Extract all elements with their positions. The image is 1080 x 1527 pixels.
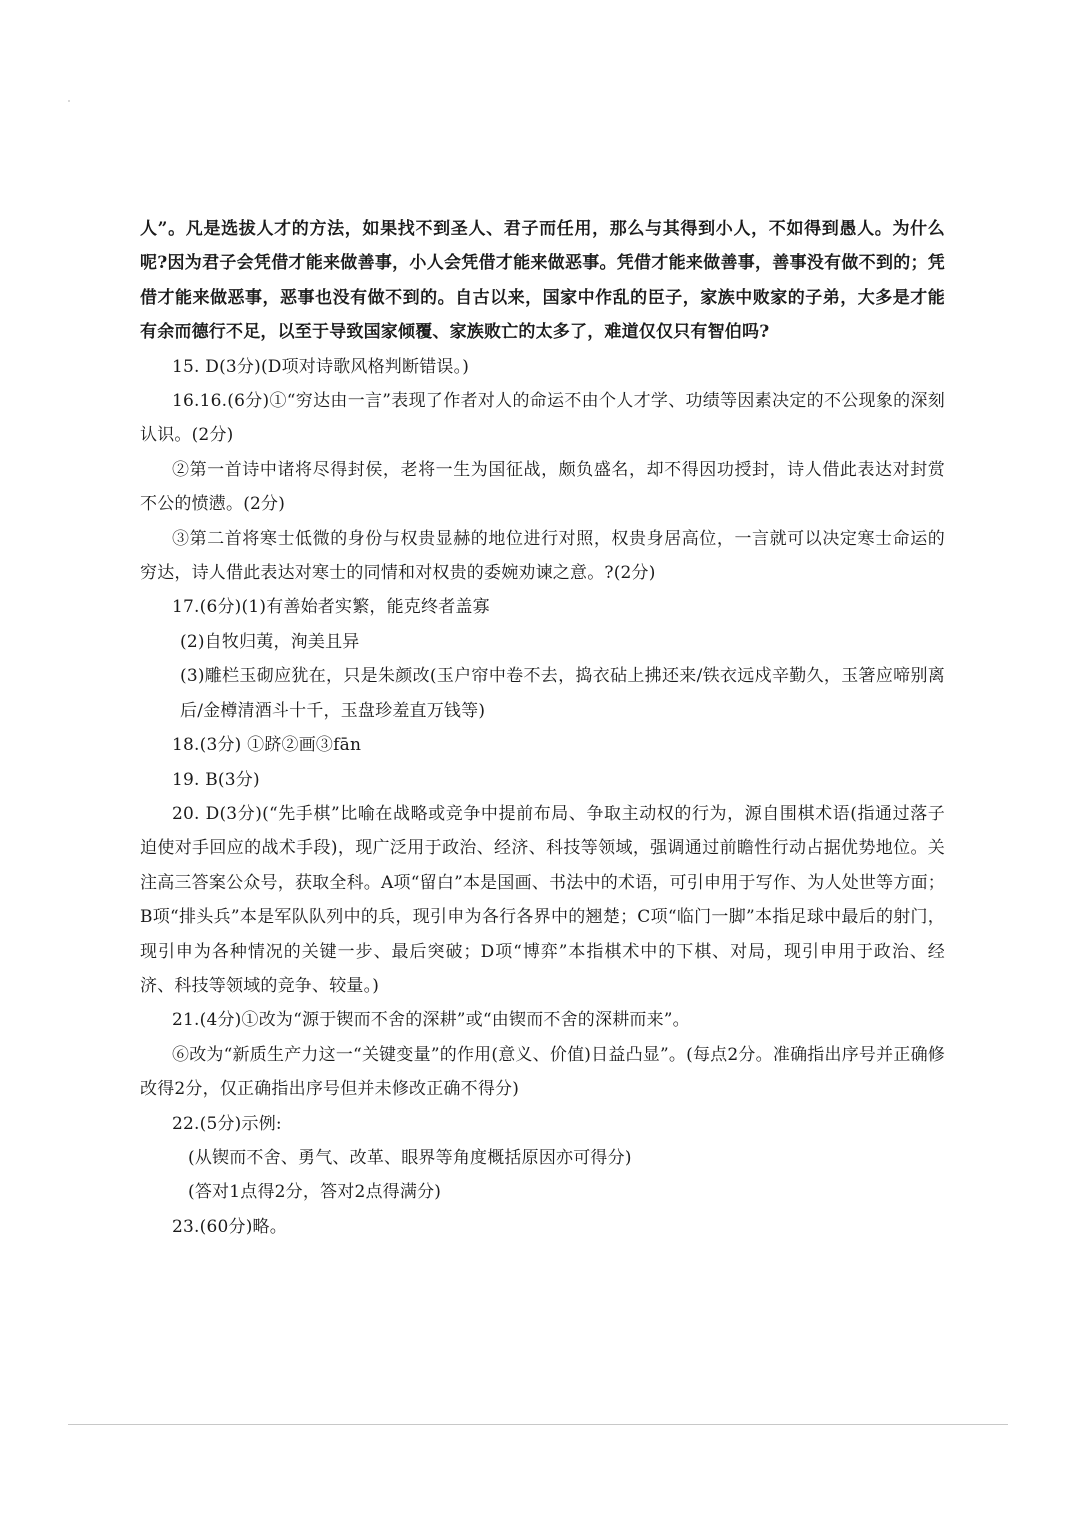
answer-16-point-2: ②第一首诗中诸将尽得封侯，老将一生为国征战，颇负盛名，却不得因功授封，诗人借此表达对封赏不公的愤懑。(2分) (140, 459, 945, 515)
answer-17-part-3: (3)雕栏玉砌应犹在，只是朱颜改(玉户帘中卷不去，捣衣砧上拂还来/铁衣远戍辛勤久，玉箸应啼别离后/金樽清酒斗十千，玉盘珍羞直万钱等) (180, 666, 945, 721)
answer-22-note-1: (从锲而不舍、勇气、改革、眼界等角度概括原因亦可得分) (188, 1147, 632, 1168)
answer-18: 18.(3分) ①跻②画③fān (172, 735, 362, 756)
answer-17-part-1: 17.(6分)(1)有善始者实繁，能克终者盖寡 (172, 597, 490, 618)
answer-17-part-2: (2)自牧归荑，洵美且异 (180, 631, 360, 652)
answer-22: 22.(5分)示例: (172, 1113, 282, 1134)
answer-16-point-1: 16.16.(6分)①“穷达由一言”表现了作者对人的命运不由个人才学、功绩等因素决定的不公现象的深刻认识。(2分) (140, 391, 945, 446)
translation-paragraph: 人”。凡是选拔人才的方法，如果找不到圣人、君子而任用，那么与其得到小人，不如得到愚人。为什么呢?因为君子会凭借才能来做善事，小人会凭借才能来做恶事。凭借才能来做善事，善事没有做不到的；凭借才能来做恶事，恶事也没有做不到的。自古以来，国家中作乱的臣子，家族中败家的子弟，大多是才能有余而德行不足，以至于导致国家倾覆、家族败亡的太多了，难道仅仅只有智伯吗? (140, 219, 945, 343)
answer-23: 23.(60分)略。 (172, 1216, 287, 1237)
answer-15: 15. D(3分)(D项对诗歌风格判断错误。) (172, 356, 470, 377)
answer-20: 20. D(3分)(“先手棋”比喻在战略或竞争中提前布局、争取主动权的行为，源自围棋术语(指通过落子迫使对手回应的战术手段)，现广泛用于政治、经济、科技等领域，强调通过前瞻性行动占据优势地位。关注高三答案公众号，获取全科。A项“留白”本是国画、书法中的术语，可引申用于写作、为人处世等方面；B项“排头兵”本是军队队列中的兵，现引申为各行各界中的翘楚；C项“临门一脚”本指足球中最后的射门，现引申为各种情况的关键一步、最后突破；D项“博弈”本指棋术中的下棋、对局，现引申用于政治、经济、科技等领域的竞争、较量。) (140, 803, 945, 996)
bottom-rule-divider (68, 1424, 1008, 1425)
answer-16-point-3: ③第二首将寒士低微的身份与权贵显赫的地位进行对照，权贵身居高位，一言就可以决定寒士命运的穷达，诗人借此表达对寒士的同情和对权贵的委婉劝谏之意。?(2分) (140, 528, 945, 584)
answer-text-body (140, 212, 945, 1244)
answer-21-point-2: ⑥改为“新质生产力这一“关键变量”的作用(意义、价值)日益凸显”。(每点2分。准确指出序号并正确修改得2分，仅正确指出序号但并未修改正确不得分) (140, 1044, 945, 1100)
answer-21-point-1: 21.(4分)①改为“源于锲而不舍的深耕”或“由锲而不舍的深耕而来”。 (172, 1010, 690, 1031)
answer-19: 19. B(3分) (172, 769, 260, 790)
scan-speck (68, 100, 70, 102)
answer-22-note-2: (答对1点得2分，答对2点得满分) (188, 1182, 442, 1203)
